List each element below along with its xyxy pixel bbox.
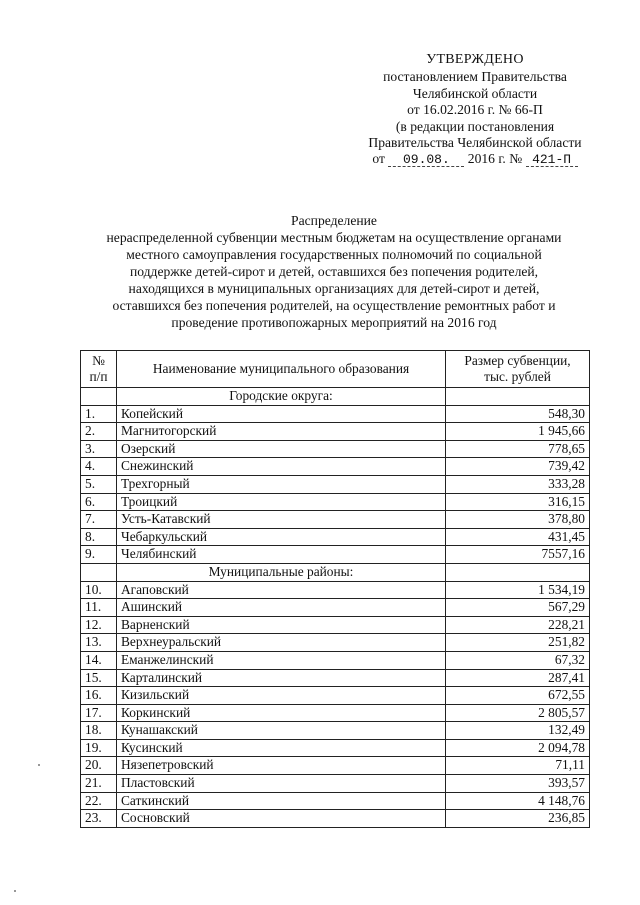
subsidy-amount: 1 534,19 xyxy=(446,581,590,599)
section-num-cell xyxy=(81,388,117,406)
approval-line: Правительства Челябинской области xyxy=(368,135,582,151)
header-amount-line1: Размер субвенции, xyxy=(464,353,571,368)
table-row xyxy=(81,739,590,757)
subsidy-amount: 739,42 xyxy=(446,458,590,476)
section-title: Муниципальные районы: xyxy=(117,563,446,581)
subsidy-amount: 228,21 xyxy=(446,616,590,634)
heading-line: проведение противопожарных мероприятий на 2016 год xyxy=(171,315,497,330)
subsidy-amount: 316,15 xyxy=(446,493,590,511)
subsidy-amount: 7557,16 xyxy=(446,546,590,564)
table-row xyxy=(81,405,590,423)
municipality-name: Челябинский xyxy=(117,546,446,564)
table-row xyxy=(81,475,590,493)
row-number: 1. xyxy=(81,405,117,423)
heading-line: поддержке детей-сирот и детей, оставшихся без попечения родителей, xyxy=(129,264,539,279)
subsidy-amount: 778,65 xyxy=(446,440,590,458)
approval-line: (в редакции постановления xyxy=(395,118,555,134)
municipality-name: Кизильский xyxy=(117,687,446,705)
scan-speck xyxy=(14,890,16,892)
municipality-name: Верхнеуральский xyxy=(117,634,446,652)
municipality-name: Ашинский xyxy=(117,599,446,617)
table-row xyxy=(81,651,590,669)
row-number: 23. xyxy=(81,810,117,828)
table-row xyxy=(81,792,590,810)
heading-title: Распределение xyxy=(291,213,377,228)
subsidy-amount: 4 148,76 xyxy=(446,792,590,810)
header-name: Наименование муниципального образования xyxy=(117,351,446,388)
subsidy-amount: 567,29 xyxy=(446,599,590,617)
document-heading xyxy=(48,212,620,331)
heading-line: оставшихся без попечения родителей, на осуществление ремонтных работ и xyxy=(112,298,556,313)
row-number: 17. xyxy=(81,704,117,722)
table-row xyxy=(81,775,590,793)
subsidy-amount: 1 945,66 xyxy=(446,423,590,441)
row-number: 15. xyxy=(81,669,117,687)
date-prefix: от xyxy=(372,151,385,167)
row-number: 7. xyxy=(81,511,117,529)
heading-line: местного самоуправления государственных полномочий по социальной xyxy=(126,247,542,262)
header-amount-line2: тыс. рублей xyxy=(484,369,551,384)
table-row xyxy=(81,511,590,529)
municipality-name: Пластовский xyxy=(117,775,446,793)
table-row xyxy=(81,810,590,828)
section-num-cell xyxy=(81,563,117,581)
row-number: 18. xyxy=(81,722,117,740)
municipality-name: Трехгорный xyxy=(117,475,446,493)
row-number: 11. xyxy=(81,599,117,617)
municipality-name: Усть-Катавский xyxy=(117,511,446,529)
subsidy-amount: 378,80 xyxy=(446,511,590,529)
table-row xyxy=(81,634,590,652)
municipality-name: Саткинский xyxy=(117,792,446,810)
scan-speck xyxy=(38,764,40,766)
row-number: 5. xyxy=(81,475,117,493)
municipality-name: Агаповский xyxy=(117,581,446,599)
subsidy-amount: 287,41 xyxy=(446,669,590,687)
municipality-name: Нязепетровский xyxy=(117,757,446,775)
table-row xyxy=(81,704,590,722)
section-amount-cell xyxy=(446,388,590,406)
municipality-name: Кусинский xyxy=(117,739,446,757)
section-title: Городские округа: xyxy=(117,388,446,406)
row-number: 22. xyxy=(81,792,117,810)
municipality-name: Коркинский xyxy=(117,704,446,722)
row-number: 21. xyxy=(81,775,117,793)
municipality-name: Чебаркульский xyxy=(117,528,446,546)
row-number: 16. xyxy=(81,687,117,705)
handwritten-number: 421-П xyxy=(526,153,578,167)
subsidy-amount: 672,55 xyxy=(446,687,590,705)
header-num xyxy=(81,351,117,388)
header-num-line1: № xyxy=(92,353,105,368)
table-row xyxy=(81,757,590,775)
subsidy-amount: 548,30 xyxy=(446,405,590,423)
date-year: 2016 г. № xyxy=(467,151,523,167)
subsidy-table xyxy=(80,350,590,828)
row-number: 2. xyxy=(81,423,117,441)
row-number: 12. xyxy=(81,616,117,634)
heading-line: находящихся в муниципальных организациях для детей-сирот и детей, xyxy=(128,281,540,296)
municipality-name: Кунашакский xyxy=(117,722,446,740)
table-body xyxy=(81,388,590,828)
row-number: 6. xyxy=(81,493,117,511)
table-row xyxy=(81,599,590,617)
municipality-name: Варненский xyxy=(117,616,446,634)
subsidy-amount: 67,32 xyxy=(446,651,590,669)
handwritten-date: 09.08. xyxy=(388,153,464,167)
subsidy-amount: 393,57 xyxy=(446,775,590,793)
section-amount-cell xyxy=(446,563,590,581)
table-row xyxy=(81,528,590,546)
table-row xyxy=(81,616,590,634)
municipality-name: Карталинский xyxy=(117,669,446,687)
subsidy-amount: 333,28 xyxy=(446,475,590,493)
table-row xyxy=(81,722,590,740)
subsidy-amount: 251,82 xyxy=(446,634,590,652)
row-number: 9. xyxy=(81,546,117,564)
approval-stamp xyxy=(330,52,620,168)
approval-line: от 16.02.2016 г. № 66-П xyxy=(407,102,543,118)
row-number: 19. xyxy=(81,739,117,757)
table-row xyxy=(81,440,590,458)
subsidy-amount: 431,45 xyxy=(446,528,590,546)
approval-date-line xyxy=(330,151,620,167)
table-row xyxy=(81,458,590,476)
row-number: 8. xyxy=(81,528,117,546)
subsidy-amount: 236,85 xyxy=(446,810,590,828)
municipality-name: Копейский xyxy=(117,405,446,423)
approval-line: постановлением Правительства xyxy=(383,69,567,85)
row-number: 13. xyxy=(81,634,117,652)
municipality-name: Озерский xyxy=(117,440,446,458)
municipality-name: Троицкий xyxy=(117,493,446,511)
municipality-name: Магнитогорский xyxy=(117,423,446,441)
table-header-row xyxy=(81,351,590,388)
row-number: 20. xyxy=(81,757,117,775)
approval-title: УТВЕРЖДЕНО xyxy=(426,52,524,67)
section-row xyxy=(81,388,590,406)
heading-line: нераспределенной субвенции местным бюджетам на осуществление органами xyxy=(106,230,562,245)
municipality-name: Сосновский xyxy=(117,810,446,828)
row-number: 14. xyxy=(81,651,117,669)
header-num-line2: п/п xyxy=(89,369,108,384)
table-row xyxy=(81,423,590,441)
subsidy-amount: 2 094,78 xyxy=(446,739,590,757)
approval-line: Челябинской области xyxy=(412,85,538,101)
table-row xyxy=(81,493,590,511)
table-row xyxy=(81,546,590,564)
table-row xyxy=(81,669,590,687)
section-row xyxy=(81,563,590,581)
row-number: 3. xyxy=(81,440,117,458)
row-number: 10. xyxy=(81,581,117,599)
municipality-name: Снежинский xyxy=(117,458,446,476)
table-row xyxy=(81,687,590,705)
subsidy-amount: 71,11 xyxy=(446,757,590,775)
subsidy-amount: 2 805,57 xyxy=(446,704,590,722)
header-amount xyxy=(446,351,590,388)
row-number: 4. xyxy=(81,458,117,476)
subsidy-amount: 132,49 xyxy=(446,722,590,740)
table-row xyxy=(81,581,590,599)
municipality-name: Еманжелинский xyxy=(117,651,446,669)
